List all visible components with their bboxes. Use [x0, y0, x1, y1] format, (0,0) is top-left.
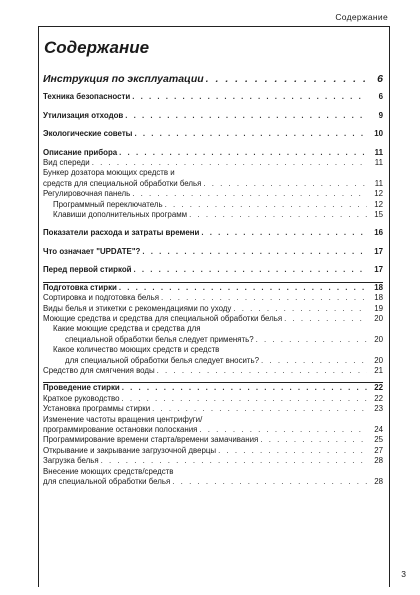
toc-entry-consumption[interactable]: [43, 228, 383, 238]
toc-label: для специальной обработки белья следует вносить?: [65, 355, 260, 365]
toc-entry-detergent-amount-line1: Какое количество моющих средств и средств: [53, 345, 220, 355]
toc-label: для специальной обработки белья: [43, 477, 171, 486]
toc-label: Описание прибора: [43, 147, 118, 157]
leader-dots: [201, 228, 367, 238]
toc-page: 20: [374, 313, 383, 323]
toc-entry-spin-speed-line1: Изменение частоты вращения центрифуги/: [43, 414, 203, 424]
toc-page: 17: [374, 265, 383, 275]
toc-entry-water-softener[interactable]: [43, 366, 383, 376]
toc-label: Программирование времени старта/времени замачивания: [43, 435, 259, 445]
toc-page: 12: [374, 199, 383, 209]
leader-dots: [206, 74, 367, 84]
toc-entry-door[interactable]: [43, 446, 383, 456]
toc-page: 12: [374, 189, 383, 199]
toc-entry-control-panel[interactable]: [43, 189, 383, 199]
toc-label: Сортировка и подготовка белья: [43, 293, 159, 303]
toc-page: 15: [374, 210, 383, 220]
toc-label: Перед первой стиркой: [43, 265, 132, 275]
toc-label: Техника безопасности: [43, 92, 131, 102]
toc-entry-safety[interactable]: [43, 92, 383, 102]
leader-dots: [92, 158, 367, 168]
leader-dots: [134, 265, 368, 275]
leader-dots: [142, 247, 367, 257]
toc-entry-dispenser-line1: Бункер дозатора моющих средств и: [43, 168, 175, 178]
leader-dots: [218, 446, 367, 456]
toc-page: 20: [374, 334, 383, 344]
leader-dots: [199, 425, 367, 435]
toc-entry-disposal[interactable]: [43, 111, 383, 121]
toc-label: Программный переключатель: [53, 199, 163, 209]
toc-entry-start-time[interactable]: [43, 435, 383, 445]
toc-page: 16: [374, 228, 383, 238]
toc-label: Утилизация отходов: [43, 110, 124, 120]
toc-entry-which-detergents-line1: Какие моющие средства и средства для: [53, 324, 201, 334]
leader-dots: [172, 477, 367, 487]
toc-entry-care-labels[interactable]: [43, 304, 383, 314]
toc-entry-quick-guide[interactable]: [43, 394, 383, 404]
leader-dots: [101, 456, 367, 466]
toc-label: Вид спереди: [43, 158, 90, 168]
toc-page: 22: [374, 393, 383, 403]
toc-page: 17: [374, 246, 383, 256]
toc-page: 6: [377, 73, 383, 85]
toc-label: Что означает "UPDATE"?: [43, 246, 141, 256]
leader-dots: [261, 356, 367, 366]
leader-dots: [121, 394, 367, 404]
table-of-contents: [43, 74, 383, 487]
toc-page: 11: [374, 158, 383, 168]
toc-label: Клавиши дополнительных программ: [53, 210, 188, 220]
toc-label: Средство для смягчения воды: [43, 365, 155, 375]
toc-entry-adding-detergent-line1: Внесение моющих средств/средств: [43, 466, 174, 476]
toc-page: 21: [374, 365, 383, 375]
toc-label: программирование остановки полоскания: [43, 424, 198, 434]
toc-page: 27: [374, 445, 383, 455]
leader-dots: [256, 335, 367, 345]
toc-label: Показатели расхода и затраты времени: [43, 228, 200, 238]
toc-entry-instructions[interactable]: [43, 74, 383, 84]
toc-entry-which-detergents[interactable]: [43, 335, 383, 345]
toc-entry-wash-preparation[interactable]: [43, 282, 383, 293]
leader-dots: [132, 189, 367, 199]
toc-page: 20: [374, 355, 383, 365]
leader-dots: [125, 111, 367, 121]
page-number: 3: [401, 569, 406, 579]
toc-label: Моющие средства и средства для специальной обработки белья: [43, 313, 283, 323]
toc-entry-washing[interactable]: [43, 382, 383, 393]
running-header-title: Содержание: [335, 12, 388, 22]
toc-entry-front-view[interactable]: [43, 158, 383, 168]
toc-entry-program-selector[interactable]: [43, 200, 383, 210]
toc-label: средств для специальной обработки белья: [43, 178, 202, 188]
leader-dots: [233, 304, 367, 314]
toc-entry-loading[interactable]: [43, 456, 383, 466]
leader-dots: [157, 366, 367, 376]
toc-label: Краткое руководство: [43, 393, 120, 403]
toc-page: 19: [374, 303, 383, 313]
toc-entry-detergent-amount[interactable]: [43, 356, 383, 366]
toc-page: 28: [374, 477, 383, 486]
toc-page: 22: [374, 383, 383, 393]
running-header: [38, 10, 390, 27]
leader-dots: [119, 148, 367, 158]
leader-dots: [132, 92, 367, 102]
toc-label: специальной обработки белья следует применять?: [65, 334, 254, 344]
toc-page: 24: [374, 424, 383, 434]
toc-entry-update[interactable]: [43, 247, 383, 257]
toc-label: Подготовка стирки: [43, 282, 117, 292]
toc-page: 6: [378, 92, 383, 102]
toc-page: 10: [374, 129, 383, 139]
leader-dots: [260, 435, 367, 445]
toc-entry-description[interactable]: [43, 148, 383, 158]
toc-label: Регулировочная панель: [43, 189, 131, 199]
leader-dots: [165, 200, 367, 210]
toc-page: 11: [374, 178, 383, 188]
toc-label: Установка программы стирки: [43, 404, 151, 414]
leader-dots: [161, 293, 367, 303]
toc-label: Проведение стирки: [43, 383, 120, 393]
toc-entry-eco-tips[interactable]: [43, 129, 383, 139]
toc-page: 28: [374, 456, 383, 466]
toc-entry-detergents[interactable]: [43, 314, 383, 324]
toc-entry-adding-detergent[interactable]: [43, 477, 383, 487]
toc-label: Экологические советы: [43, 129, 133, 139]
toc-page: 18: [374, 282, 383, 292]
toc-entry-first-wash[interactable]: [43, 265, 383, 275]
leader-dots: [122, 383, 367, 393]
toc-page: 23: [374, 404, 383, 414]
leader-dots: [119, 283, 367, 293]
toc-entry-sorting[interactable]: [43, 293, 383, 303]
toc-label: Открывание и закрывание загрузочной дверцы: [43, 445, 217, 455]
toc-page: 25: [374, 435, 383, 445]
toc-entry-spin-speed[interactable]: [43, 425, 383, 435]
leader-dots: [152, 404, 367, 414]
page-title: Содержание: [44, 38, 150, 57]
toc-label: Загрузка белья: [43, 456, 99, 466]
toc-label: Виды белья и этикетки с рекомендациями по уходу: [43, 303, 232, 313]
toc-page: 11: [374, 147, 383, 157]
toc-page: 18: [374, 293, 383, 303]
leader-dots: [189, 210, 367, 220]
leader-dots: [203, 179, 367, 189]
toc-label: Инструкция по эксплуатации: [43, 73, 204, 85]
leader-dots: [284, 314, 367, 324]
toc-entry-set-program[interactable]: [43, 404, 383, 414]
toc-entry-option-buttons[interactable]: [43, 210, 383, 220]
toc-page: 9: [378, 110, 383, 120]
leader-dots: [134, 129, 367, 139]
toc-entry-dispenser[interactable]: [43, 179, 383, 189]
